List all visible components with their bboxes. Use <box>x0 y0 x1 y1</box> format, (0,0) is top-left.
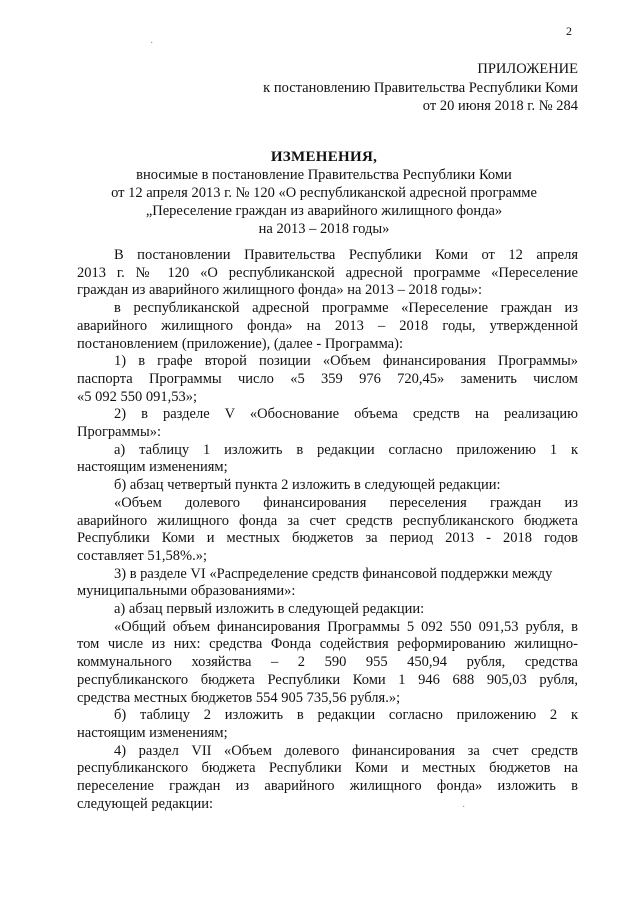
heading-line-1: вносимые в постановление Правительства Республики Коми <box>136 167 512 183</box>
body-line: б) таблицу 2 изложить в редакции согласно приложению 2 к <box>114 707 578 724</box>
body-line: муниципальными образованиями»: <box>77 583 296 600</box>
body-line: Программы»: <box>77 424 161 441</box>
body-line: аварийного жилищного фонда» на 2013 – 2018 годы, утвержденной <box>77 317 578 334</box>
body-line: «5 092 550 091,53»; <box>77 388 198 405</box>
heading-line-3: „Переселение граждан из аварийного жилищного фонда» <box>145 203 503 219</box>
body-line: 3) в разделе VI «Распределение средств финансовой поддержки между <box>114 565 553 582</box>
scan-speck: · <box>462 802 466 813</box>
body-line: следующей редакции: <box>77 795 214 812</box>
body-line: Республики Коми и местных бюджетов за период 2013 - 2018 годов <box>77 530 578 547</box>
appendix-header <box>263 60 578 116</box>
body-line: составляет 51,58%.»; <box>77 547 207 564</box>
body-line: В постановлении Правительства Республики Коми от 12 апреля <box>114 247 578 263</box>
body-line: а) таблицу 1 изложить в редакции согласно приложению 1 к <box>114 441 578 458</box>
document-body <box>77 247 578 814</box>
body-line: а) абзац первый изложить в следующей редакции: <box>114 601 425 618</box>
scan-speck: · <box>150 38 154 49</box>
heading-title: ИЗМЕНЕНИЯ, <box>270 149 378 165</box>
appendix-title: ПРИЛОЖЕНИЕ <box>477 61 578 77</box>
body-line: «Общий объем финансирования Программы 5 092 550 091,53 рубля, в <box>114 618 578 635</box>
body-line: 2013 г. № 120 «О республиканской адресной программе «Переселение <box>77 264 578 281</box>
body-line: аварийного жилищного фонда за счет средств республиканского бюджета <box>77 512 578 529</box>
page-number: 2 <box>566 24 572 38</box>
body-line: республиканского бюджета Республики Коми 1 946 688 905,03 рубля, <box>77 671 578 688</box>
body-line: настоящим изменениям; <box>77 724 228 741</box>
heading-line-4: на 2013 – 2018 годы» <box>258 221 390 237</box>
body-line: в республиканской адресной программе «Переселение граждан из <box>114 300 578 317</box>
body-line: 1) в графе второй позиции «Объем финансирования Программы» <box>114 353 578 370</box>
heading-line-2: от 12 апреля 2013 г. № 120 «О республиканской адресной программе <box>111 185 537 201</box>
body-line: «Объем долевого финансирования переселения граждан из <box>114 494 578 511</box>
appendix-line-1: к постановлению Правительства Республики Коми <box>263 79 578 96</box>
body-line: настоящим изменениям; <box>77 459 228 476</box>
body-line: паспорта Программы число «5 359 976 720,45» заменить числом <box>77 370 578 387</box>
body-line: средства местных бюджетов 554 905 735,56 рубля.»; <box>77 689 401 706</box>
body-line: постановлением (приложение), (далее - Программа): <box>77 335 403 352</box>
body-line: 4) раздел VII «Объем долевого финансирования за счет средств <box>114 742 578 759</box>
body-line: переселение граждан из аварийного жилищного фонда» изложить в <box>77 778 578 795</box>
document-heading <box>72 148 576 238</box>
appendix-line-2: от 20 июня 2018 г. № 284 <box>422 98 578 114</box>
body-line: том числе из них: средства Фонда содействия реформированию жилищно- <box>77 636 578 653</box>
body-line: коммунального хозяйства – 2 590 955 450,94 рубля, средства <box>77 654 578 671</box>
body-line: граждан из аварийного жилищного фонда» на 2013 – 2018 годы»: <box>77 282 482 299</box>
body-line: б) абзац четвертый пункта 2 изложить в следующей редакции: <box>114 477 501 494</box>
body-line: республиканского бюджета Республики Коми и местных бюджетов на <box>77 760 578 777</box>
body-line: 2) в разделе V «Обоснование объема средств на реализацию <box>114 406 578 423</box>
